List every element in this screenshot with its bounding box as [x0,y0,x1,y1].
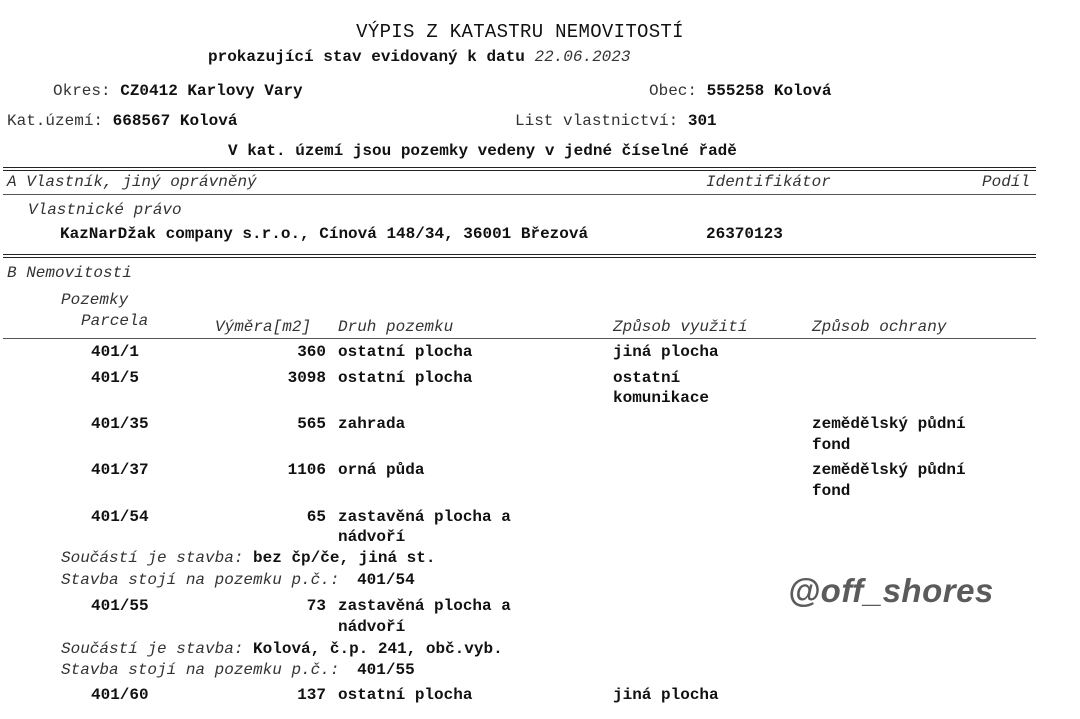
identifier-column-header: Identifikátor [706,173,831,191]
land-type-continued: nádvoří [338,528,406,546]
land-use: jiná plocha [613,343,719,361]
land-use-continued: komunikace [613,389,710,407]
share-column-header: Podíl [982,173,1031,191]
list-vlastnictvi-row [515,111,717,131]
divider-line [3,338,1036,339]
parcel-number: 401/55 [91,597,149,615]
kat-uzemi-row [7,111,237,131]
druh-column-header: Druh pozemku [338,318,454,336]
parcel-area: 73 [306,597,326,615]
okres-row [53,81,303,101]
obec-row [649,81,831,101]
parcel-number: 401/37 [91,461,149,479]
vymera-column-header: Výměra[m2] [215,318,312,336]
cadastre-note: V kat. území jsou pozemky vedeny v jedné číselné řadě [228,142,737,160]
building-location-label: Stavba stojí na pozemku p.č.: [61,661,340,679]
pozemky-subheading: Pozemky [61,291,129,309]
building-location-line [61,570,415,590]
owner-identifier: 26370123 [706,225,783,243]
parcela-column-header: Parcela [81,312,149,330]
parcel-number: 401/35 [91,415,149,433]
parcel-area: 3098 [287,369,326,387]
right-type: Vlastnické právo [28,201,182,219]
divider-line [3,170,1036,171]
list-vlastnictvi-label: List vlastnictví: [515,112,679,130]
parcel-number: 401/1 [91,343,140,361]
parcel-number: 401/5 [91,369,140,387]
building-part-line [61,639,503,659]
okres-value: CZ0412 Karlovy Vary [120,82,303,100]
building-part-label: Součástí je stavba: [61,549,244,567]
land-use: jiná plocha [613,686,719,704]
section-a-heading: A Vlastník, jiný oprávněný [7,173,257,191]
protection-type: zemědělský půdní [812,461,966,479]
parcel-area: 1106 [287,461,326,479]
subtitle-date: 22.06.2023 [534,48,631,66]
document-title: VÝPIS Z KATASTRU NEMOVITOSTÍ [356,21,684,43]
parcel-area: 65 [306,508,326,526]
land-type: ostatní plocha [338,343,473,361]
building-part-label: Součástí je stavba: [61,640,244,658]
land-type-continued: nádvoří [338,618,406,636]
building-part-value: Kolová, č.p. 241, obč.vyb. [253,640,503,658]
parcel-number: 401/54 [91,508,149,526]
protection-type-continued: fond [812,482,851,500]
divider-line [3,254,1036,255]
protection-type: zemědělský půdní [812,415,966,433]
building-location-value: 401/54 [357,571,415,589]
divider-line [3,194,1036,195]
building-location-label: Stavba stojí na pozemku p.č.: [61,571,340,589]
building-location-value: 401/55 [357,661,415,679]
building-part-line [61,548,435,568]
parcel-area: 565 [297,415,326,433]
land-type: zahrada [338,415,406,433]
parcel-area: 137 [297,686,326,704]
ochrana-column-header: Způsob ochrany [812,318,947,336]
protection-type-continued: fond [812,436,851,454]
land-type: zastavěná plocha a [338,508,511,526]
land-type: ostatní plocha [338,686,473,704]
land-use: ostatní [613,369,681,387]
section-b-heading: B Nemovitosti [7,264,132,282]
owner-name-address: KazNarDžak company s.r.o., Cínová 148/34, 36001 Březová [60,225,589,243]
watermark: @off_shores [788,572,994,609]
divider-line [3,167,1036,168]
parcel-number: 401/60 [91,686,149,704]
kat-uzemi-value: 668567 Kolová [112,112,238,130]
obec-label: Obec: [649,82,698,100]
building-part-value: bez čp/če, jiná st. [253,549,436,567]
land-type: zastavěná plocha a [338,597,511,615]
parcel-area: 360 [297,343,326,361]
subtitle-text: prokazující stav evidovaný k datu [208,48,525,66]
kat-uzemi-label: Kat.území: [7,112,104,130]
land-type: orná půda [338,461,425,479]
list-vlastnictvi-value: 301 [687,112,717,130]
vyuziti-column-header: Způsob využití [613,318,748,336]
land-type: ostatní plocha [338,369,473,387]
document-subtitle [208,47,630,67]
obec-value: 555258 Kolová [706,82,832,100]
divider-line [3,257,1036,258]
building-location-line [61,660,415,680]
okres-label: Okres: [53,82,111,100]
